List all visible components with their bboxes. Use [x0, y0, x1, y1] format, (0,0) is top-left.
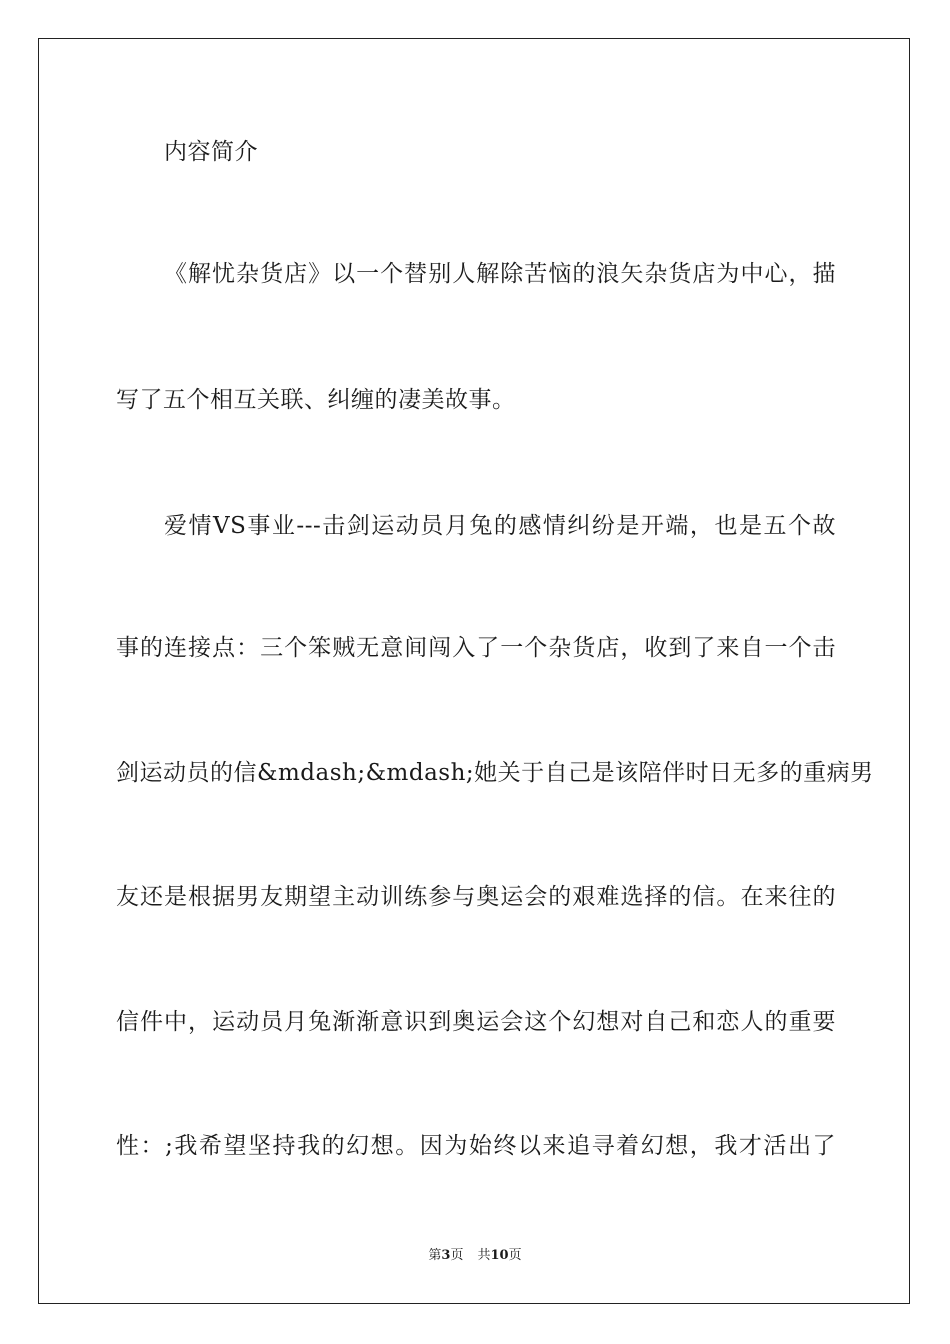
- paragraph-line: 爱情VS事业---击剑运动员月兔的感情纠纷是开端，也是五个故: [164, 513, 836, 539]
- page-number: 3: [441, 1248, 451, 1263]
- page-border: [38, 38, 910, 1304]
- page-suffix: 页: [450, 1248, 464, 1263]
- paragraph-line: 事的连接点：三个笨贼无意间闯入了一个杂货店，收到了来自一个击: [116, 635, 836, 661]
- page-prefix: 第: [428, 1248, 442, 1263]
- page-footer: [0, 1248, 950, 1264]
- paragraph-line: 剑运动员的信&mdash;&mdash;她关于自己是该陪伴时日无多的重病男: [116, 760, 874, 786]
- paragraph-line: 写了五个相互关联、纠缠的凄美故事。: [116, 387, 516, 413]
- section-heading: 内容简介: [164, 139, 258, 165]
- total-suffix: 页: [508, 1248, 522, 1263]
- total-prefix: 共: [477, 1248, 491, 1263]
- paragraph-line: 友还是根据男友期望主动训练参与奥运会的艰难选择的信。在来往的: [116, 884, 836, 910]
- total-pages: 10: [490, 1248, 509, 1263]
- paragraph-line: 性：;我希望坚持我的幻想。因为始终以来追寻着幻想，我才活出了: [116, 1133, 836, 1159]
- paragraph-line: 《解忧杂货店》以一个替别人解除苦恼的浪矢杂货店为中心，描: [164, 261, 836, 287]
- paragraph-line: 信件中，运动员月兔渐渐意识到奥运会这个幻想对自己和恋人的重要: [116, 1009, 836, 1035]
